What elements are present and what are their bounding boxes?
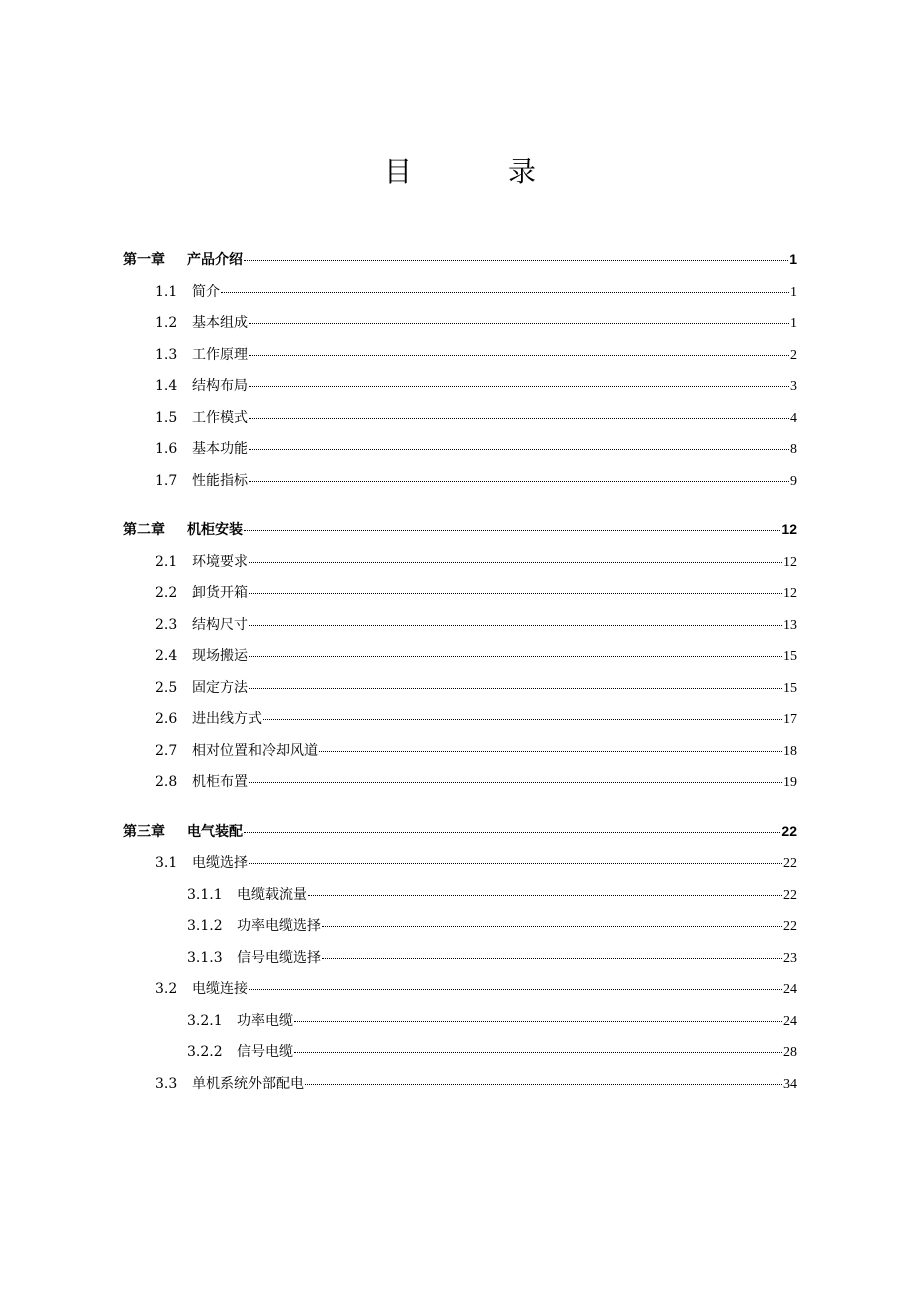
toc-entry-title: 产品介绍 <box>187 252 243 268</box>
toc-entry-title: 功率电缆选择 <box>237 918 321 934</box>
toc-entry-number: 3.1.2 <box>187 918 223 934</box>
toc-dot-leader <box>294 1052 782 1053</box>
toc-entry-page-number: 12 <box>783 554 797 570</box>
toc-section-entry[interactable] <box>123 438 797 470</box>
toc-entry-title: 电缆载流量 <box>237 886 307 903</box>
toc-entry-number: 3.1.1 <box>187 886 223 903</box>
toc-section-entry[interactable] <box>123 551 797 583</box>
toc-entry-number: 3.2.1 <box>187 1012 223 1029</box>
toc-section-entry[interactable] <box>123 740 797 772</box>
toc-entry-title: 结构尺寸 <box>192 616 248 633</box>
toc-entry-number: 1.3 <box>155 346 178 363</box>
toc-entry-page-number: 2 <box>790 347 797 363</box>
toc-section-entry[interactable] <box>123 1041 797 1073</box>
toc-entry-page-number: 22 <box>781 822 797 839</box>
toc-entry-page-number: 9 <box>790 473 797 489</box>
toc-entry-title: 电缆连接 <box>192 981 248 997</box>
toc-entry-page-number: 15 <box>783 649 797 664</box>
toc-entry-number: 2.3 <box>155 616 178 633</box>
toc-entry-page-number: 12 <box>781 521 797 537</box>
toc-section-entry[interactable] <box>123 1010 797 1042</box>
toc-dot-leader <box>249 562 782 563</box>
toc-entry-page-number: 4 <box>790 410 797 426</box>
toc-entry-number: 3.1.3 <box>187 949 223 966</box>
toc-section-entry[interactable] <box>123 852 797 884</box>
toc-dot-leader <box>305 1084 782 1085</box>
toc-section-entry[interactable] <box>123 771 797 803</box>
toc-dot-leader <box>249 656 782 657</box>
toc-chapter-entry[interactable] <box>123 249 797 281</box>
toc-entry-title: 现场搬运 <box>192 648 248 664</box>
toc-entry-title: 进出线方式 <box>192 711 262 727</box>
toc-dot-leader <box>221 292 789 293</box>
toc-chapter-entry[interactable] <box>123 519 797 551</box>
toc-entry-page-number: 13 <box>783 617 797 633</box>
toc-entry-number: 1.1 <box>155 283 178 300</box>
toc-entry-number: 第一章 <box>123 252 165 268</box>
toc-entry-title: 环境要求 <box>192 553 248 570</box>
toc-dot-leader <box>249 481 789 482</box>
toc-dot-leader <box>249 323 789 324</box>
toc-dot-leader <box>322 926 782 927</box>
toc-dot-leader <box>249 782 782 783</box>
toc-section-entry[interactable] <box>123 614 797 646</box>
toc-entry-page-number: 24 <box>783 982 797 997</box>
toc-entry-title: 电缆选择 <box>192 855 248 871</box>
toc-entry-number: 1.6 <box>155 441 178 457</box>
toc-entry-number: 1.2 <box>155 315 178 331</box>
toc-entry-title: 结构布局 <box>192 378 248 394</box>
toc-dot-leader <box>244 260 788 261</box>
toc-section-entry[interactable] <box>123 375 797 407</box>
toc-entry-page-number: 1 <box>790 284 797 300</box>
toc-section-entry[interactable] <box>123 645 797 677</box>
toc-entry-page-number: 8 <box>790 442 797 457</box>
toc-chapter-entry[interactable] <box>123 821 797 853</box>
toc-entry-page-number: 1 <box>790 316 797 331</box>
toc-entry-title: 功率电缆 <box>237 1012 293 1029</box>
toc-section-entry[interactable] <box>123 470 797 502</box>
toc-entry-title: 基本功能 <box>192 441 248 457</box>
toc-entry-number: 3.2.2 <box>187 1044 223 1060</box>
page-title: 目 录 <box>383 155 570 188</box>
toc-entry-page-number: 1 <box>789 251 797 267</box>
toc-entry-title: 电气装配 <box>187 823 243 840</box>
toc-entry-number: 第二章 <box>123 522 165 538</box>
toc-entry-title: 卸货开箱 <box>192 585 248 601</box>
toc-section-entry[interactable] <box>123 708 797 740</box>
toc-section-entry[interactable] <box>123 281 797 313</box>
toc-dot-leader <box>249 386 789 387</box>
toc-entry-page-number: 24 <box>783 1013 797 1029</box>
toc-entry-number: 3.1 <box>155 855 178 871</box>
table-of-contents <box>123 249 797 1104</box>
toc-entry-page-number: 23 <box>783 950 797 966</box>
toc-entry-number: 2.5 <box>155 679 178 696</box>
toc-entry-title: 性能指标 <box>192 472 248 489</box>
toc-entry-title: 固定方法 <box>192 679 248 696</box>
toc-dot-leader <box>249 688 782 689</box>
toc-entry-page-number: 34 <box>783 1076 797 1092</box>
toc-section-entry[interactable] <box>123 344 797 376</box>
toc-entry-page-number: 15 <box>783 680 797 696</box>
toc-entry-number: 2.2 <box>155 585 178 601</box>
toc-entry-title: 机柜布置 <box>192 774 248 790</box>
toc-dot-leader <box>249 989 782 990</box>
toc-entry-number: 1.5 <box>155 409 178 426</box>
toc-entry-page-number: 28 <box>783 1045 797 1060</box>
toc-dot-leader <box>249 355 789 356</box>
toc-entry-page-number: 12 <box>783 586 797 601</box>
toc-entry-page-number: 22 <box>783 887 797 903</box>
toc-entry-title: 工作模式 <box>192 409 248 426</box>
toc-entry-number: 1.7 <box>155 472 178 489</box>
toc-entry-page-number: 18 <box>783 743 797 759</box>
toc-section-entry[interactable] <box>123 582 797 614</box>
toc-entry-number: 3.3 <box>155 1075 178 1092</box>
toc-dot-leader <box>249 625 782 626</box>
toc-section-entry[interactable] <box>123 915 797 947</box>
toc-dot-leader <box>244 832 780 833</box>
toc-dot-leader <box>249 863 782 864</box>
toc-entry-title: 基本组成 <box>192 315 248 331</box>
toc-entry-number: 2.7 <box>155 742 178 759</box>
toc-dot-leader <box>319 751 782 752</box>
toc-entry-number: 2.6 <box>155 711 178 727</box>
toc-dot-leader <box>249 418 789 419</box>
toc-entry-page-number: 22 <box>783 856 797 871</box>
toc-entry-title: 工作原理 <box>192 346 248 363</box>
toc-entry-title: 信号电缆选择 <box>237 949 321 966</box>
toc-entry-title: 相对位置和冷却风道 <box>192 742 318 759</box>
toc-section-entry[interactable] <box>123 1073 797 1105</box>
toc-dot-leader <box>249 449 789 450</box>
toc-entry-number: 2.4 <box>155 648 178 664</box>
toc-entry-number: 2.8 <box>155 774 178 790</box>
toc-dot-leader <box>263 719 782 720</box>
toc-section-entry[interactable] <box>123 947 797 979</box>
toc-entry-number: 1.4 <box>155 378 178 394</box>
toc-entry-page-number: 19 <box>783 775 797 790</box>
toc-entry-title: 机柜安装 <box>187 522 243 538</box>
toc-section-entry[interactable] <box>123 312 797 344</box>
toc-entry-title: 信号电缆 <box>237 1044 293 1060</box>
toc-entry-title: 单机系统外部配电 <box>192 1075 304 1092</box>
toc-entry-number: 第三章 <box>123 823 165 840</box>
toc-dot-leader <box>322 958 782 959</box>
toc-section-entry[interactable] <box>123 407 797 439</box>
toc-section-entry[interactable] <box>123 677 797 709</box>
toc-entry-number: 3.2 <box>155 981 178 997</box>
toc-entry-page-number: 3 <box>790 379 797 394</box>
toc-section-entry[interactable] <box>123 978 797 1010</box>
toc-entry-title: 简介 <box>192 283 220 300</box>
toc-dot-leader <box>244 530 780 531</box>
toc-entry-page-number: 22 <box>783 919 797 934</box>
toc-entry-page-number: 17 <box>783 712 797 727</box>
toc-dot-leader <box>249 593 782 594</box>
toc-entry-number: 2.1 <box>155 553 178 570</box>
toc-section-entry[interactable] <box>123 884 797 916</box>
toc-dot-leader <box>308 895 782 896</box>
toc-dot-leader <box>294 1021 782 1022</box>
